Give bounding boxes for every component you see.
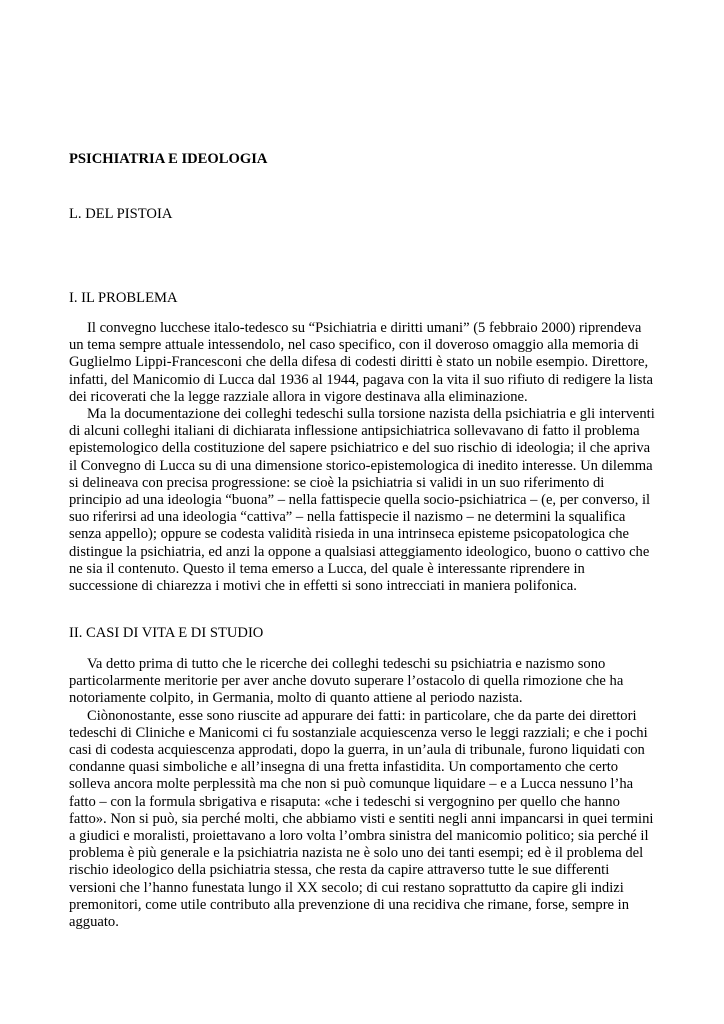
text-line: problema è più generale e la psichiatria nazista ne è solo uno dei tanti esempi; ed è il problema del <box>69 845 644 862</box>
text-line: versioni che l’hanno funestata lungo il XX secolo; di cui restano soprattutto da capire gli indizi <box>69 879 624 896</box>
section-2-body <box>69 656 659 931</box>
text-line: Guglielmo Lippi-Francesconi che della difesa di codesti diritti è stato un nobile esempio. Direttore, <box>69 354 649 371</box>
text-line: Il convegno lucchese italo-tedesco su “Psichiatria e diritti umani” (5 febbraio 2000) riprendeva <box>87 320 642 336</box>
text-line: principio ad una ideologia “buona” – nella fattispecie quella socio-psichiatrica – (e, per converso, il <box>69 492 651 509</box>
text-line: infatti, del Manicomio di Lucca dal 1936 al 1944, pagava con la vita il suo rifiuto di redigere la lista <box>69 371 653 388</box>
text-line: suo riferirsi ad una ideologia “cattiva” – nella fattispecie il nazismo – ne determini la squalifica <box>69 509 626 526</box>
document-author: L. DEL PISTOIA <box>69 206 173 222</box>
text-line: dei ricoverati che la legge razziale allora in vigore destinava alla eliminazione. <box>69 388 528 405</box>
section-1-body <box>69 320 659 595</box>
text-line: di alcuni colleghi italiani di dichiarata inflessione antipsichiatrica sollevavano di fatto il problema <box>69 423 640 440</box>
text-line: epistemologico della costituzione del sapere psichiatrico e del suo rischio di ideologia; il che apriva <box>69 440 651 457</box>
text-line: un tema sempre attuale intessendolo, nel caso specifico, con il doveroso omaggio alla memoria di <box>69 337 639 354</box>
text-line: fatto – con la formula sbrigativa e risaputa: «che i tedeschi si vergognino per quello che hanno <box>69 793 620 810</box>
text-line: particolarmente meritorie per aver anche dovuto superare l’ostacolo di quella rimozione che ha <box>69 673 624 690</box>
section-1-heading: I. IL PROBLEMA <box>69 290 178 306</box>
text-line: tedeschi di Cliniche e Manicomi ci fu sostanziale acquiescenza verso le leggi razziali; e che i pochi <box>69 724 648 741</box>
text-line: Ma la documentazione dei colleghi tedeschi sulla torsione nazista della psichiatria e gli interventi <box>87 406 655 423</box>
text-line: fatto». Non si può, sia perché molti, che abbiamo visti e sentiti negli anni impancarsi in quei termini <box>69 810 654 827</box>
text-line: solleva ancora molte perplessità ma che non si può comunque liquidare – e a Lucca nessuno l’ha <box>69 776 634 793</box>
text-line: condanne quasi simboliche e all’insegna di una fretta infastidita. Un comportamento che certo <box>69 759 619 776</box>
document-title: PSICHIATRIA E IDEOLOGIA <box>69 151 268 167</box>
text-line: il Convegno di Lucca su di una dimensione storico-epistemologica di inedito interesse. Un dilemma <box>69 457 653 474</box>
section-2-heading: II. CASI DI VITA E DI STUDIO <box>69 625 264 641</box>
text-line: successione di chiarezza i motivi che in effetti si sono intrecciati in maniera polifonica. <box>69 578 577 595</box>
section-2-paragraph-2 <box>69 708 659 932</box>
text-line: agguato. <box>69 914 119 931</box>
text-line: notoriamente colpito, in Germania, molto di quanto attiene al periodo nazista. <box>69 690 523 707</box>
text-line: premonitori, come utile contributo alla prevenzione di una recidiva che rimane, forse, sempre in <box>69 896 630 913</box>
text-line: si delineava con precisa progressione: se cioè la psichiatria si validi in un suo riferimento di <box>69 474 605 491</box>
section-1-paragraph-2 <box>69 406 659 595</box>
text-line: distingue la psichiatria, ed anzi la oppone a qualsiasi atteggiamento ideologico, buono o cattivo che <box>69 543 650 560</box>
text-line: Va detto prima di tutto che le ricerche dei colleghi tedeschi su psichiatria e nazismo sono <box>87 656 606 672</box>
text-line: a giudici e moralisti, proiettavano a loro volta l’ombra sinistra del manicomio politico; sia perché il <box>69 828 649 845</box>
text-line: ne sia il contenuto. Questo il tema emerso a Lucca, del quale è interessante riprendere in <box>69 560 585 577</box>
section-1-paragraph-1 <box>69 320 659 406</box>
text-line: casi di codesta acquiescenza approdati, dopo la guerra, in un’aula di tribunale, furono liquidati con <box>69 742 645 759</box>
section-2-paragraph-1 <box>69 656 659 708</box>
text-line: rischio ideologico della psichiatria stessa, che resta da capire attraverso tutte le sue differenti <box>69 862 610 879</box>
text-line: senza appello); oppure se codesta validità risieda in una intrinseca episteme psicopatologica che <box>69 526 630 543</box>
text-line: Ciònonostante, esse sono riuscite ad appurare dei fatti: in particolare, che da parte dei direttori <box>87 707 637 724</box>
